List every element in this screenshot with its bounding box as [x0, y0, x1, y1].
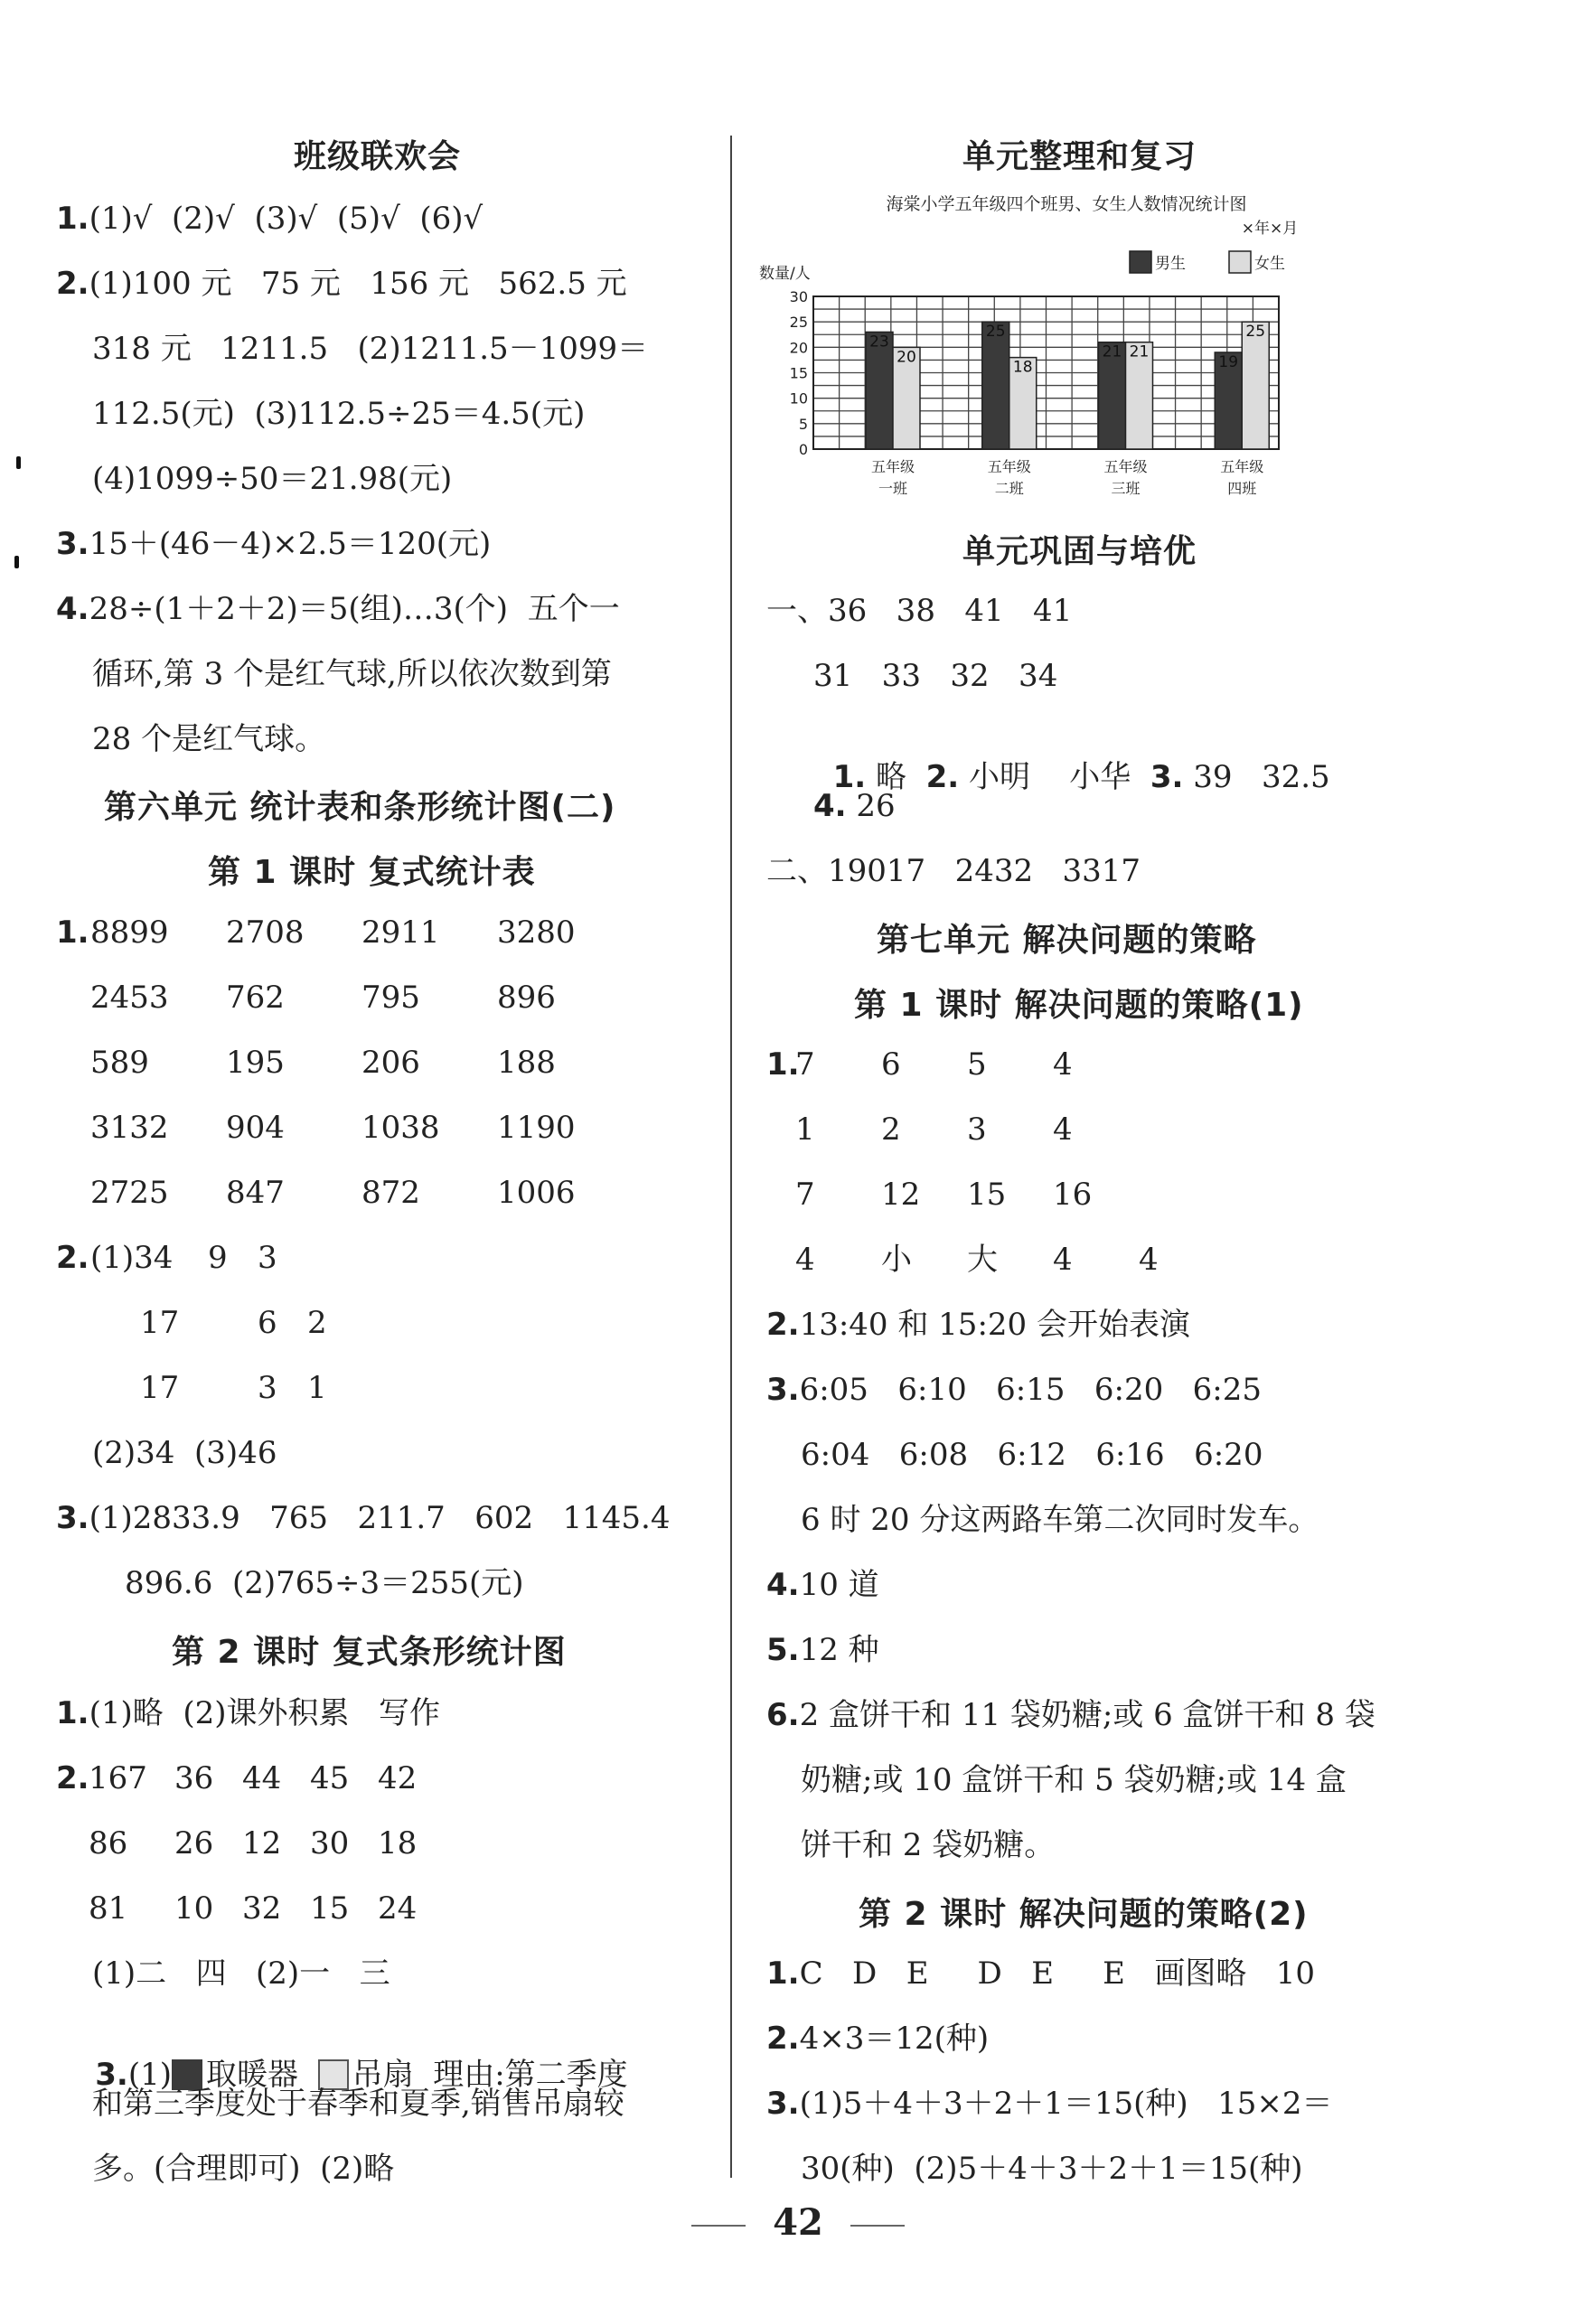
answer-line: 6.2 盒饼干和 11 袋奶糖;或 6 盒饼干和 8 袋	[766, 1697, 1375, 1733]
answer-line: 1.(1)略 (2)课外积累 写作	[56, 1695, 440, 1731]
section-title: 班级联欢会	[294, 138, 462, 175]
table-cell: 45	[310, 1760, 350, 1796]
table-cell: 15	[967, 1177, 1007, 1213]
y-tick-label: 30	[789, 288, 808, 305]
y-tick-label: 5	[798, 415, 808, 433]
y-tick-label: 15	[789, 364, 808, 382]
table-cell: 26	[174, 1825, 214, 1862]
table-cell: 12	[242, 1825, 282, 1862]
table-cell: 30	[310, 1825, 350, 1862]
margin-mark	[14, 556, 19, 568]
table-cell: 17	[140, 1370, 180, 1406]
section-title: 单元巩固与培优	[962, 533, 1197, 570]
bar-boys	[982, 322, 1009, 449]
bar-value-label: 21	[1129, 342, 1150, 361]
table-cell: 1	[795, 1111, 815, 1148]
answer-line: 3.(1)5＋4＋3＋2＋1＝15(种) 15×2＝	[766, 2086, 1333, 2122]
answer-line: 1.(1)√ (2)√ (3)√ (5)√ (6)√	[56, 201, 483, 237]
legend-swatch	[1130, 251, 1151, 273]
table-cell: 3	[258, 1240, 277, 1276]
table-cell: 8899	[90, 914, 169, 951]
table-cell: 4	[1053, 1111, 1073, 1148]
table-cell: 1190	[497, 1110, 576, 1146]
answer-line: 和第三季度处于春季和夏季,销售吊扇较	[92, 2086, 624, 2122]
answer-line: 112.5(元) (3)112.5÷25＝4.5(元)	[92, 396, 586, 432]
answer-line: 多。(合理即可) (2)略	[92, 2151, 395, 2187]
y-tick-label: 20	[789, 339, 808, 357]
table-cell: 42	[378, 1760, 418, 1796]
table-cell: 81	[89, 1890, 128, 1927]
y-axis-label: 数量/人	[759, 265, 811, 283]
lesson-title: 第 1 课时 复式统计表	[208, 854, 536, 891]
chart-date-note: ×年×月	[1241, 220, 1299, 238]
answer-line: 318 元 1211.5 (2)1211.5－1099＝	[92, 331, 649, 367]
lesson-title: 第 2 课时 复式条形统计图	[172, 1634, 567, 1671]
answer-line: 4. 26	[813, 788, 896, 824]
x-tick-label: 五年级	[1220, 458, 1264, 475]
answer-line: (1)二 四 (2)一 三	[92, 1955, 390, 1992]
table-cell: 195	[226, 1045, 285, 1081]
answer-line: 896.6 (2)765÷3＝255(元)	[125, 1565, 524, 1601]
table-cell: 795	[361, 980, 420, 1016]
answer-line: 2.	[56, 1240, 89, 1276]
table-cell: (1)34	[90, 1240, 174, 1276]
answer-line: 2.4×3＝12(种)	[766, 2021, 990, 2057]
table-cell: 1	[307, 1370, 327, 1406]
answer-line: 3.6:05 6:10 6:15 6:20 6:25	[766, 1372, 1263, 1408]
table-cell: 3	[258, 1370, 277, 1406]
table-cell: 1006	[497, 1175, 576, 1211]
answer-line: 1.	[56, 914, 89, 951]
x-tick-label: 二班	[994, 480, 1024, 497]
table-cell: 86	[89, 1825, 128, 1862]
x-tick-label: 四班	[1227, 480, 1257, 497]
answer-line: 2.13:40 和 15:20 会开始表演	[766, 1307, 1190, 1343]
answer-line: 6:04 6:08 6:12 6:16 6:20	[801, 1437, 1263, 1473]
legend-label: 男生	[1155, 255, 1186, 273]
y-tick-label: 0	[798, 441, 808, 458]
answer-line: (2)34 (3)46	[92, 1435, 277, 1471]
x-tick-label: 三班	[1111, 480, 1141, 497]
bar-value-label: 21	[1102, 342, 1122, 361]
table-cell: 16	[1053, 1177, 1093, 1213]
table-cell: 36	[174, 1760, 214, 1796]
y-tick-label: 10	[789, 389, 808, 408]
y-tick-label: 25	[789, 314, 808, 332]
table-cell: 589	[90, 1045, 149, 1081]
column-divider	[730, 136, 732, 2178]
table-cell: 7	[795, 1177, 815, 1213]
table-cell: 小	[881, 1242, 912, 1278]
lesson-title: 第 2 课时 解决问题的策略(2)	[859, 1896, 1309, 1933]
table-cell: 3	[967, 1111, 987, 1148]
answer-line: 31 33 32 34	[813, 658, 1058, 694]
answer-line: 3.15＋(46－4)×2.5＝120(元)	[56, 526, 492, 562]
table-cell: 9	[208, 1240, 228, 1276]
answer-line: 一、36 38 41 41	[766, 593, 1073, 629]
answer-line: 28 个是红气球。	[92, 721, 326, 757]
table-cell: 2725	[90, 1175, 169, 1211]
table-cell: 6	[258, 1305, 277, 1341]
table-cell: 206	[361, 1045, 420, 1081]
table-cell: 904	[226, 1110, 285, 1146]
unit-title: 第七单元 解决问题的策略	[877, 922, 1257, 959]
bar-value-label: 23	[869, 333, 889, 352]
table-cell: 17	[140, 1305, 180, 1341]
table-cell: 44	[242, 1760, 282, 1796]
table-cell: 2453	[90, 980, 169, 1016]
table-cell: 2708	[226, 914, 305, 951]
table-cell: 3280	[497, 914, 576, 951]
legend-label: 女生	[1254, 255, 1285, 273]
answer-line: 饼干和 2 袋奶糖。	[801, 1827, 1056, 1863]
bar-value-label: 18	[1012, 358, 1033, 377]
table-cell: 2	[881, 1111, 901, 1148]
lesson-title: 第 1 课时 解决问题的策略(1)	[854, 987, 1304, 1024]
page-number: 42	[0, 2201, 1596, 2244]
answer-line: 2.(1)100 元 75 元 156 元 562.5 元	[56, 266, 627, 302]
answer-line: 循环,第 3 个是红气球,所以依次数到第	[92, 656, 612, 692]
bar-girls	[1242, 322, 1269, 449]
answer-line: 30(种) (2)5＋4＋3＋2＋1＝15(种)	[801, 2151, 1303, 2187]
bar-value-label: 19	[1218, 352, 1239, 371]
table-cell: 2911	[361, 914, 440, 951]
table-cell: 4	[1053, 1046, 1073, 1083]
unit-title: 第六单元 统计表和条形统计图(二)	[104, 789, 616, 826]
x-tick-label: 五年级	[870, 458, 915, 475]
table-cell: 32	[242, 1890, 282, 1927]
table-cell: 18	[378, 1825, 418, 1862]
x-tick-label: 五年级	[1103, 458, 1148, 475]
table-cell: 15	[310, 1890, 350, 1927]
answer-line: 1.C D E D E E 画图略 10	[766, 1955, 1316, 1992]
table-cell: 7	[795, 1046, 815, 1083]
answer-line: 5.12 种	[766, 1632, 879, 1668]
table-cell: 762	[226, 980, 285, 1016]
answer-line: 奶糖;或 10 盒饼干和 5 袋奶糖;或 14 盒	[801, 1762, 1347, 1798]
table-cell: 167	[89, 1760, 147, 1796]
x-tick-label: 一班	[878, 480, 908, 497]
chart-title: 海棠小学五年级四个班男、女生人数情况统计图	[886, 194, 1247, 214]
answer-line: 1. 略 2. 小明 小华 3. 39 32.5	[832, 759, 1330, 795]
bar-chart	[759, 190, 1301, 515]
table-cell: 5	[967, 1046, 987, 1083]
table-cell: 24	[378, 1890, 418, 1927]
margin-mark	[16, 456, 21, 469]
answer-line: (4)1099÷50＝21.98(元)	[92, 461, 453, 497]
table-cell: 4	[1139, 1242, 1159, 1278]
table-cell: 2	[307, 1305, 327, 1341]
table-cell: 4	[1053, 1242, 1073, 1278]
table-cell: 896	[497, 980, 556, 1016]
answer-line: 2.	[56, 1760, 89, 1796]
answer-line: 1.	[766, 1046, 800, 1083]
bar-value-label: 25	[1245, 323, 1266, 342]
bar-value-label: 20	[897, 348, 916, 367]
bar-value-label: 25	[985, 323, 1006, 342]
table-cell: 847	[226, 1175, 285, 1211]
table-cell: 大	[967, 1242, 998, 1278]
answer-line: 4.28÷(1＋2＋2)＝5(组)…3(个) 五个一	[56, 591, 620, 627]
x-tick-label: 五年级	[987, 458, 1031, 475]
table-cell: 3132	[90, 1110, 169, 1146]
table-cell: 12	[881, 1177, 921, 1213]
table-cell: 6	[881, 1046, 901, 1083]
answer-line: 3.(1)2833.9 765 211.7 602 1145.4	[56, 1500, 671, 1536]
table-cell: 188	[497, 1045, 556, 1081]
legend-swatch	[1229, 251, 1251, 273]
answer-line: 4.10 道	[766, 1567, 879, 1603]
table-cell: 10	[174, 1890, 214, 1927]
table-cell: 872	[361, 1175, 420, 1211]
answer-line: 6 时 20 分这两路车第二次同时发车。	[801, 1502, 1319, 1538]
table-cell: 4	[795, 1242, 815, 1278]
table-cell: 1038	[361, 1110, 440, 1146]
section-title: 单元整理和复习	[962, 138, 1197, 175]
answer-line: 3.(1) 取暖器 吊扇 理由:第二季度	[95, 2057, 628, 2093]
answer-line: 二、19017 2432 3317	[766, 853, 1141, 889]
